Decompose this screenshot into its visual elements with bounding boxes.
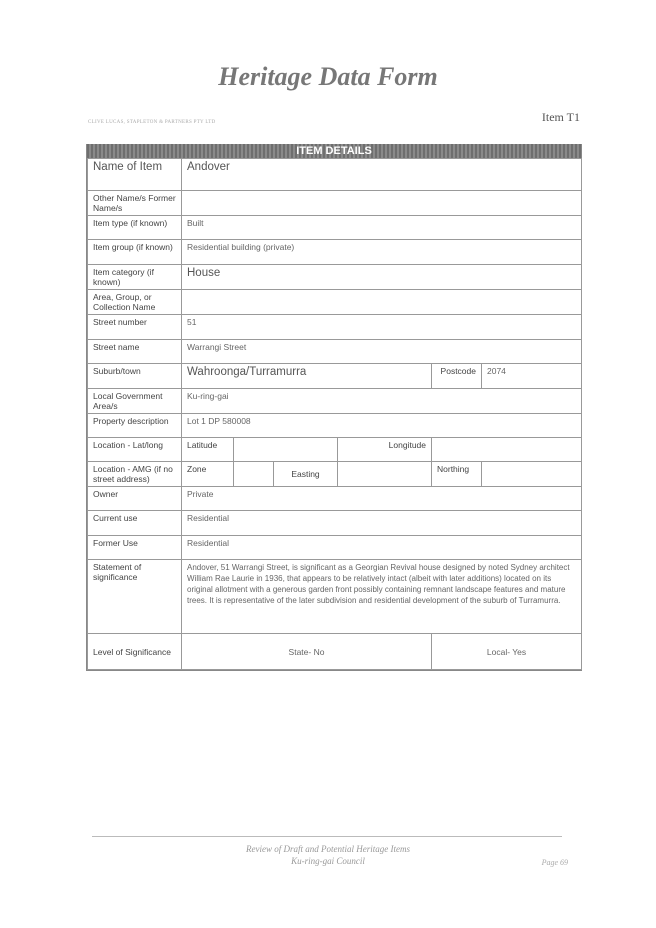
row-name [88,159,582,191]
item-category-value: House [182,265,582,290]
section-title: ITEM DETAILS [87,144,581,158]
statement-value: Andover, 51 Warrangi Street, is significant as a Georgian Revival house designed by noted Sydney architect William Rae Laurie in 1936, that appears to be relatively intact (albeit with later additions) located on its original allotment with a generous garden front possibly containing remnant landscape features and mature trees. It is representative of the later subdivision and residential development of the suburb of Turramurra. [182,560,582,634]
item-group-value: Residential building (private) [182,240,582,265]
row-amg [88,462,582,487]
item-category-label: Item category (if known) [88,265,182,290]
row-former-use [88,536,582,560]
street-number-value: 51 [182,315,582,340]
area-value [182,290,582,315]
row-item-type [88,216,582,240]
zone-label: Zone [182,462,234,487]
page-title: Heritage Data Form [218,62,438,91]
former-use-label: Former Use [88,536,182,560]
northing-label: Northing [432,462,482,487]
row-lat-long [88,438,582,462]
zone-value [234,462,274,487]
row-area [88,290,582,315]
longitude-label: Longitude [338,438,432,462]
area-label: Area, Group, or Collection Name [88,290,182,315]
lga-value: Ku-ring-gai [182,389,582,414]
property-label: Property description [88,414,182,438]
name-value: Andover [182,159,582,191]
state-value: State- No [182,634,432,670]
other-names-label: Other Name/s Former Name/s [88,191,182,216]
owner-value: Private [182,487,582,511]
property-value: Lot 1 DP 580008 [182,414,582,438]
former-use-value: Residential [182,536,582,560]
footer-line-2: Ku-ring-gai Council [291,856,365,866]
row-lga [88,389,582,414]
row-suburb [88,364,582,389]
current-use-label: Current use [88,511,182,536]
row-current-use [88,511,582,536]
item-number: Item T1 [541,110,580,124]
postcode-label: Postcode [432,364,482,389]
page-number: Page 69 [541,858,568,867]
easting-label: Easting [274,462,338,487]
row-property [88,414,582,438]
row-street-number [88,315,582,340]
statement-label: Statement of significance [88,560,182,634]
suburb-label: Suburb/town [88,364,182,389]
row-owner [88,487,582,511]
item-details-table [87,158,582,670]
street-number-label: Street number [88,315,182,340]
item-type-label: Item type (if known) [88,216,182,240]
street-name-value: Warrangi Street [182,340,582,364]
latitude-value [234,438,338,462]
suburb-value: Wahroonga/Turramurra [182,364,432,389]
row-street-name [88,340,582,364]
row-level [88,634,582,670]
footer-divider [92,836,562,837]
row-item-category [88,265,582,290]
lat-long-label: Location - Lat/long [88,438,182,462]
firm-name: CLIVE LUCAS, STAPLETON & PARTNERS PTY LTD [88,120,216,125]
item-type-value: Built [182,216,582,240]
postcode-value: 2074 [482,364,582,389]
row-statement [88,560,582,634]
other-names-value [182,191,582,216]
street-name-label: Street name [88,340,182,364]
row-other-names [88,191,582,216]
amg-label: Location - AMG (if no street address) [88,462,182,487]
row-item-group [88,240,582,265]
latitude-label: Latitude [182,438,234,462]
level-label: Level of Significance [88,634,182,670]
easting-value [338,462,432,487]
heritage-form [86,144,582,671]
northing-value [482,462,582,487]
name-label: Name of Item [88,159,182,191]
lga-label: Local Government Area/s [88,389,182,414]
local-value: Local- Yes [432,634,582,670]
item-group-label: Item group (if known) [88,240,182,265]
owner-label: Owner [88,487,182,511]
footer-line-1: Review of Draft and Potential Heritage Items [246,844,410,854]
longitude-value [432,438,582,462]
current-use-value: Residential [182,511,582,536]
